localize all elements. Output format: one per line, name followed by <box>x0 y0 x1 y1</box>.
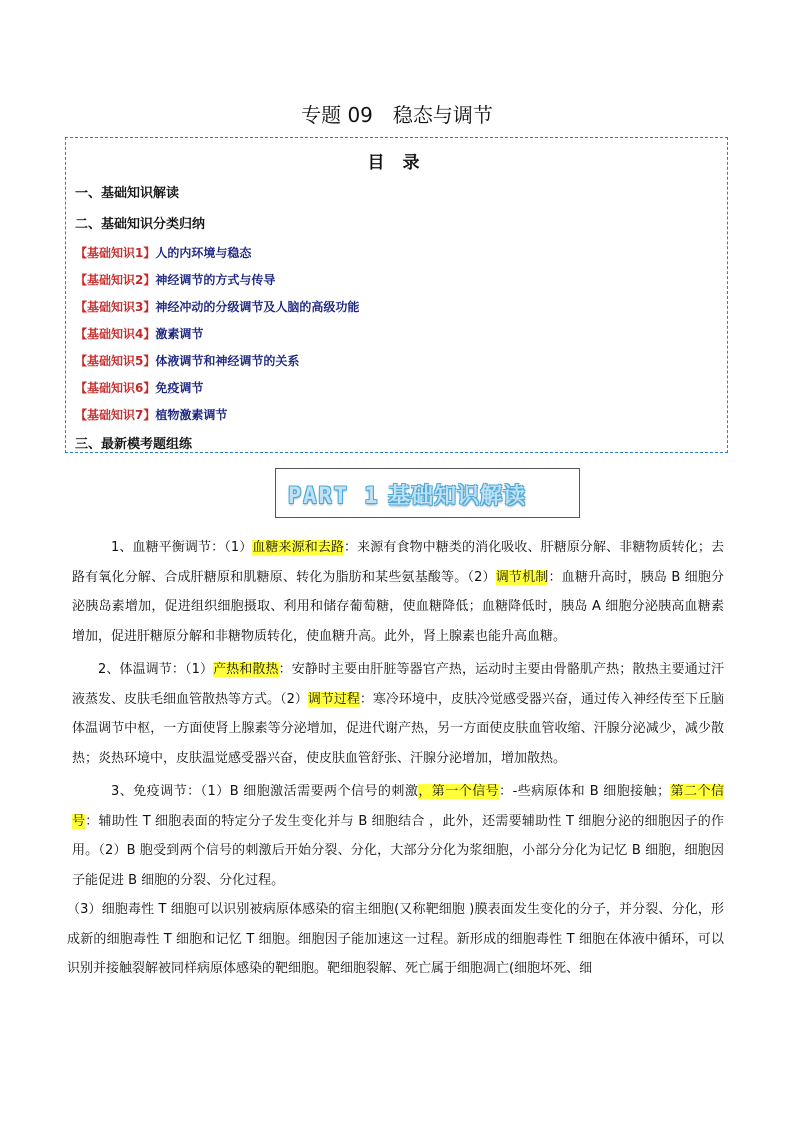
toc-item-tag: 【基础知识7】 <box>75 408 156 422</box>
highlight: 产热和散热 <box>213 662 279 677</box>
paragraph-blood-sugar <box>72 533 724 651</box>
highlight: 血糖来源和去路 <box>252 540 345 555</box>
toc-item-1[interactable] <box>75 244 251 261</box>
toc-item-7[interactable] <box>75 406 227 423</box>
table-of-contents <box>65 137 728 453</box>
text-run: ：-些病原体和 B 细胞接触； <box>499 784 671 799</box>
text-run: ：来源有食物中糖类的消化吸收、肝糖原分解、非糖物质转化；去路有氧化分解、合成肝糖原和肌糖原、转化为脂肪和某些氨基酸等。（2） <box>72 540 724 585</box>
toc-section-3[interactable]: 三、最新模考题组练 <box>75 437 193 452</box>
toc-item-text: 体液调节和神经调节的关系 <box>155 354 300 368</box>
toc-item-tag: 【基础知识3】 <box>75 300 156 314</box>
document-title: 专题 09 稳态与调节 <box>301 103 493 127</box>
part-heading <box>288 479 526 510</box>
toc-item-text: 神经调节的方式与传导 <box>155 273 276 287</box>
toc-item-5[interactable] <box>75 352 299 369</box>
toc-item-tag: 【基础知识6】 <box>75 381 156 395</box>
toc-item-2[interactable] <box>75 271 275 288</box>
text-run: ：安静时主要由肝脏等器官产热，运动时主要由骨骼肌产热；散热主要通过汗液蒸发、皮肤毛细血管散热等方式。（2） <box>72 662 724 707</box>
toc-item-tag: 【基础知识5】 <box>75 354 156 368</box>
toc-section-2[interactable]: 二、基础知识分类归纳 <box>75 217 206 232</box>
toc-item-tag: 【基础知识4】 <box>75 327 156 341</box>
highlight: 调节过程 <box>307 691 360 707</box>
toc-item-tag: 【基础知识2】 <box>75 273 156 287</box>
toc-item-4[interactable] <box>75 325 203 342</box>
toc-item-text: 人的内环境与稳态 <box>155 246 252 260</box>
paragraph-immune-regulation <box>72 777 724 895</box>
toc-item-tag: 【基础知识1】 <box>75 246 156 260</box>
toc-item-3[interactable] <box>75 298 359 315</box>
text-run: 1、血糖平衡调节：（1） <box>111 540 253 555</box>
toc-item-text: 神经冲动的分级调节及人脑的高级功能 <box>155 300 360 314</box>
text-run: ：血糖升高时，胰岛 B 细胞分泌胰岛素增加，促进组织细胞摄取、利用和储存葡萄糖，使血糖降低；血糖降低时，胰岛 A 细胞分泌胰高血糖素增加，促进肝糖原分解和非糖物质转化，使血糖升高。此外，肾上腺素也能升高血糖。 <box>72 569 724 644</box>
highlight: ，第一个信号 <box>418 784 500 799</box>
highlight: 第二个信号 <box>72 784 724 829</box>
text-run: 2、体温调节：（1） <box>98 662 214 677</box>
text-run: ：辅助性 T 细胞表面的特定分子发生变化并与 B 细胞结合 ，此外，还需要辅助性 T 细胞分泌的细胞因子的作用。（2）B 胞受到两个信号的刺激后开始分裂、分化，大部分分化为浆细胞，小部分分化为记忆 B 细胞，细胞因子能促进 B 细胞的分裂、分化过程。 <box>72 813 724 888</box>
paragraph-cytotoxic-t-cell: （3）细胞毒性 T 细胞可以识别被病原体感染的宿主细胞(又称靶细胞 )膜表面发生变化的分子，并分裂、分化，形成新的细胞毒性 T 细胞和记忆 T 细胞。细胞因子能加速这一过程。新形成的细胞毒性 T 细胞在体液中循环，可以识别并接触裂解被同样病原体感染的靶细胞。靶细胞裂解、死亡属于细胞凋亡(细胞坏死、细 <box>67 902 724 976</box>
toc-item-text: 免疫调节 <box>155 381 204 395</box>
text-run: ：寒冷环境中，皮肤冷觉感受器兴奋，通过传入神经传至下丘脑体温调节中枢，一方面使肾上腺素等分泌增加，促进代谢产热，另一方面使皮肤血管收缩、汗腺分泌减少，减少散热；炎热环境中，皮肤温觉感受器兴奋，使皮肤血管舒张、汗腺分泌增加，增加散热。 <box>72 691 724 766</box>
part-banner <box>275 468 580 518</box>
toc-item-text: 植物激素调节 <box>155 408 228 422</box>
toc-item-6[interactable] <box>75 379 203 396</box>
text-run: 3、免疫调节：（1）B 细胞激活需要两个信号的刺激 <box>111 784 419 799</box>
toc-heading: 目 录 <box>367 153 426 173</box>
part-label: PART 1 <box>288 484 380 509</box>
paragraph-body-temperature <box>72 655 724 773</box>
body-text <box>67 533 724 984</box>
toc-item-text: 激素调节 <box>155 327 204 341</box>
toc-section-1[interactable]: 一、基础知识解读 <box>75 186 180 201</box>
highlight: 调节机制 <box>495 569 549 585</box>
part-title: 基础知识解读 <box>388 484 527 509</box>
